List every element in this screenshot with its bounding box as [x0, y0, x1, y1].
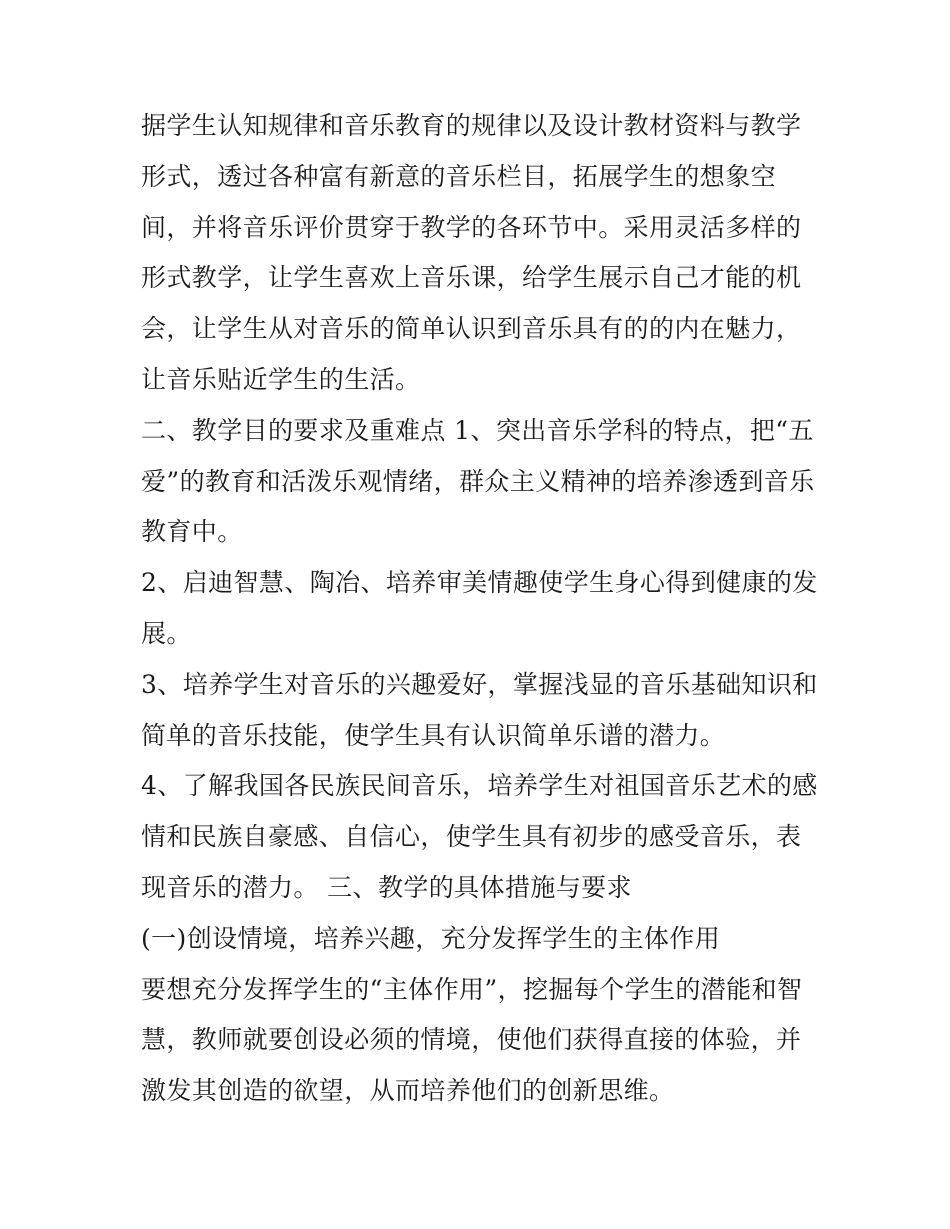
paragraph-subheading-1: (一)创设情境，培养兴趣，充分发挥学生的主体作用 — [141, 923, 721, 953]
document-body — [141, 101, 821, 1117]
paragraph-item-3: 3、培养学生对音乐的兴趣爱好，掌握浅显的音乐基础知识和简单的音乐技能，使学生具有认识简单乐谱的潜力。 — [141, 669, 818, 750]
paragraph-item-2: 2、启迪智慧、陶冶、培养审美情趣使学生身心得到健康的发展。 — [141, 568, 818, 648]
paragraph-intro: 据学生认知规律和音乐教育的规律以及设计教材资料与教学形式，透过各种富有新意的音乐栏目，拓展学生的想象空间，并将音乐评价贯穿于教学的各环节中。采用灵活多样的形式教学，让学生喜欢上音乐课，给学生展示自己才能的机会，让学生从对音乐的简单认识到音乐具有的的内在魅力，让音乐贴近学生的生活。 — [141, 111, 802, 394]
paragraph-section-two: 二、教学目的要求及重难点 1、突出音乐学科的特点，把“五爱”的教育和活泼乐观情绪，群众主义精神的培养渗透到音乐教育中。 — [141, 415, 815, 547]
paragraph-subheading-1-body: 要想充分发挥学生的“主体作用”，挖掘每个学生的潜能和智慧，教师就要创设必须的情境，使他们获得直接的体验，并激发其创造的欲望，从而培养他们的创新思维。 — [141, 974, 803, 1106]
paragraph-item-4: 4、了解我国各民族民间音乐，培养学生对祖国音乐艺术的感情和民族自豪感、自信心，使学生具有初步的感受音乐，表现音乐的潜力。 三、教学的具体措施与要求 — [141, 771, 818, 902]
